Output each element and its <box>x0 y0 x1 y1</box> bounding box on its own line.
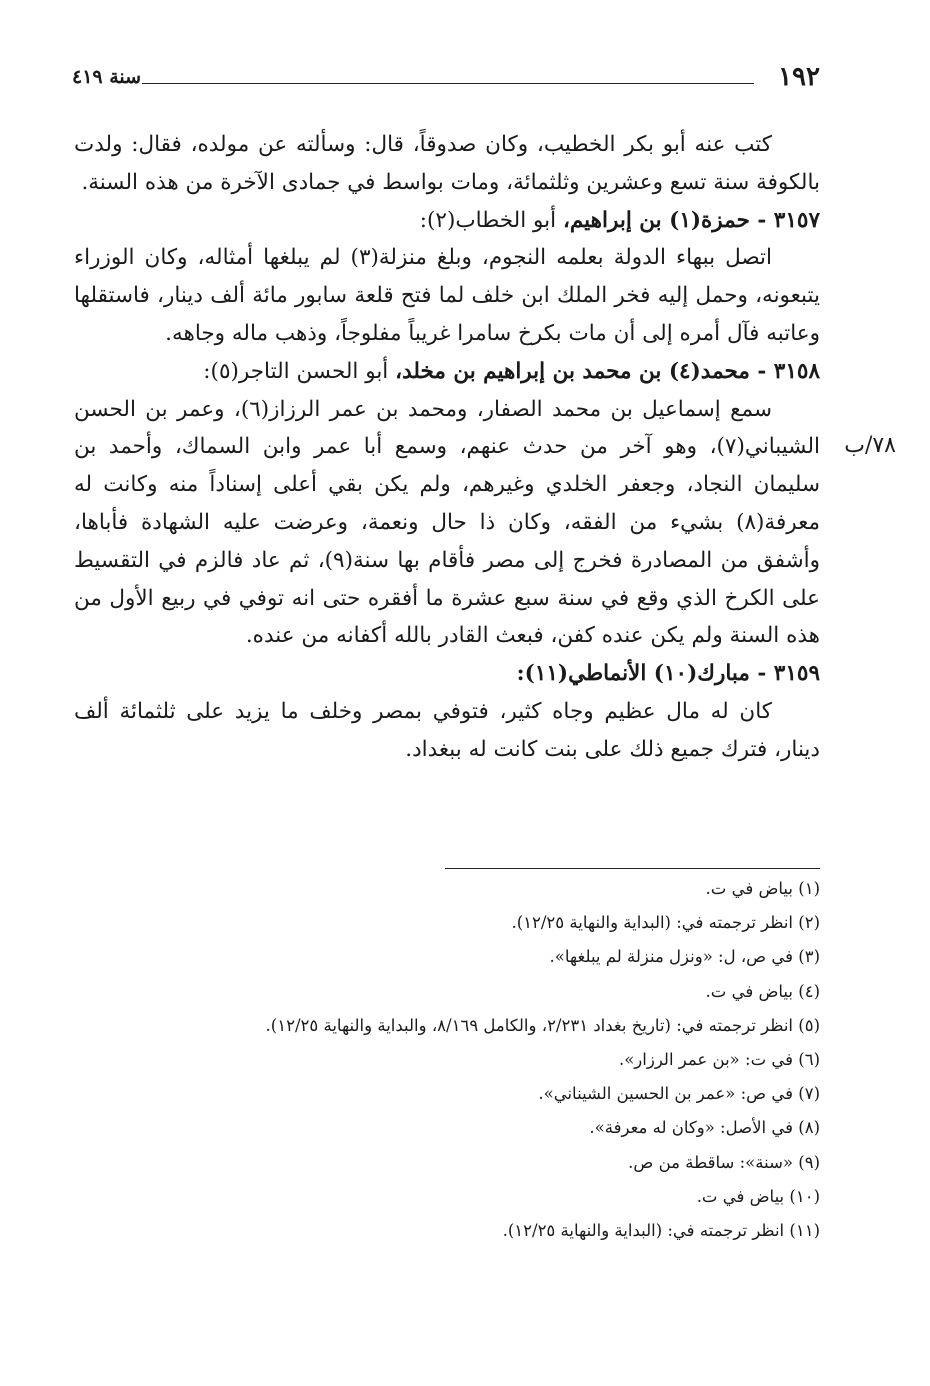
entry-heading <box>74 202 820 240</box>
footnote: (١) بياض في ت. <box>705 879 820 898</box>
paragraph: سمع إسماعيل بن محمد الصفار، ومحمد بن عمر الرزاز(٦)، وعمر بن الحسن الشيباني(٧)، وهو آخر من حدث عنهم، وسمع أبا عمر وابن السماك، وأحمد بن سليمان النجاد، وجعفر الخلدي وغيرهم، ولم يكن بقي أعلى إسناداً منه وكانت له معرفة(٨) بشيء من الفقه، وكان ذا حال ونعمة، وعرضت عليه الشهادة فأباها، وأشفق من المصادرة فخرج إلى مصر فأقام بها سنة(٩)، ثم عاد فالزم في التقسيط على الكرخ الذي وقع في سنة سبع عشرة ما أفقره حتى انه توفي في ربيع الأول من هذه السنة ولم يكن عنده كفن، فبعث القادر بالله أكفانه من عنده. <box>74 396 820 649</box>
footnote: (٢) انظر ترجمته في: (البداية والنهاية ١٢/٢٥). <box>511 913 820 933</box>
entry-heading <box>74 655 820 693</box>
footnote: (٤) بياض في ت. <box>705 981 820 1001</box>
footnote: (٣) في ص، ل: «ونزل منزلة لم يبلغها». <box>549 947 820 967</box>
entry-kunya: أبو الحسن التاجر(٥): <box>203 358 396 384</box>
main-text <box>74 126 820 769</box>
footnote: (١١) انظر ترجمته في: (البداية والنهاية ١٢/٢٥). <box>502 1221 820 1241</box>
entry-heading <box>74 353 820 391</box>
paragraph: كان له مال عظيم وجاه كثير، فتوفي بمصر وخلف ما يزيد على ثلثمائة ألف دينار، فترك جميع ذلك على بنت كانت له ببغداد. <box>74 698 820 762</box>
paragraph: كتب عنه أبو بكر الخطيب، وكان صدوقاً، قال: وسألته عن مولده، فقال: ولدت بالكوفة سنة تسع وعشرين وثلثمائة، ومات بواسط في جمادى الآخرة من هذه السنة. <box>74 132 820 195</box>
entry-number-name: ٣١٥٩ - مبارك(١٠) الأنماطي(١١): <box>516 661 820 687</box>
paragraph: اتصل ببهاء الدولة بعلمه النجوم، وبلغ منزلة(٣) لم يبلغها أمثاله، وكان الوزراء يتبعونه، وحمل إليه فخر الملك ابن خلف لما فتح قلعة سابور مائة ألف دينار، فاستقلها وعاتبه فآل أمره إلى أن مات بكرخ سامرا غريباً مفلوجاً، وذهب ماله وجاهه. <box>74 245 820 346</box>
footnote: (٦) في ت: «بن عمر الرزار». <box>618 1050 820 1070</box>
manuscript-folio-marker: ٧٨/ب <box>844 433 896 458</box>
footnote: (٧) في ص: «عمر بن الحسين الشيناني». <box>538 1084 820 1104</box>
footnotes <box>74 872 820 1248</box>
running-header <box>72 60 820 94</box>
footnote: (١٠) بياض في ت. <box>696 1186 820 1206</box>
page-number: ١٩٢ <box>778 62 820 92</box>
entry-number-name: ٣١٥٧ - حمزة(١) بن إبراهيم، <box>562 207 820 233</box>
footnote: (٩) «سنة»: ساقطة من ص. <box>628 1152 820 1172</box>
entry-number-name: ٣١٥٨ - محمد(٤) بن محمد بن إبراهيم بن مخلد، <box>395 358 820 384</box>
footnote-separator <box>445 868 820 869</box>
footnote: (٥) انظر ترجمته في: (تاريخ بغداد ٢/٢٣١، والكامل ٨/١٦٩، والبداية والنهاية ١٢/٢٥). <box>265 1015 820 1035</box>
footnote: (٨) في الأصل: «وكان له معرفة». <box>589 1118 820 1138</box>
header-rule <box>142 83 754 84</box>
entry-kunya: أبو الخطاب(٢): <box>419 207 563 233</box>
running-head-year: سنة ٤١٩ <box>72 66 142 88</box>
